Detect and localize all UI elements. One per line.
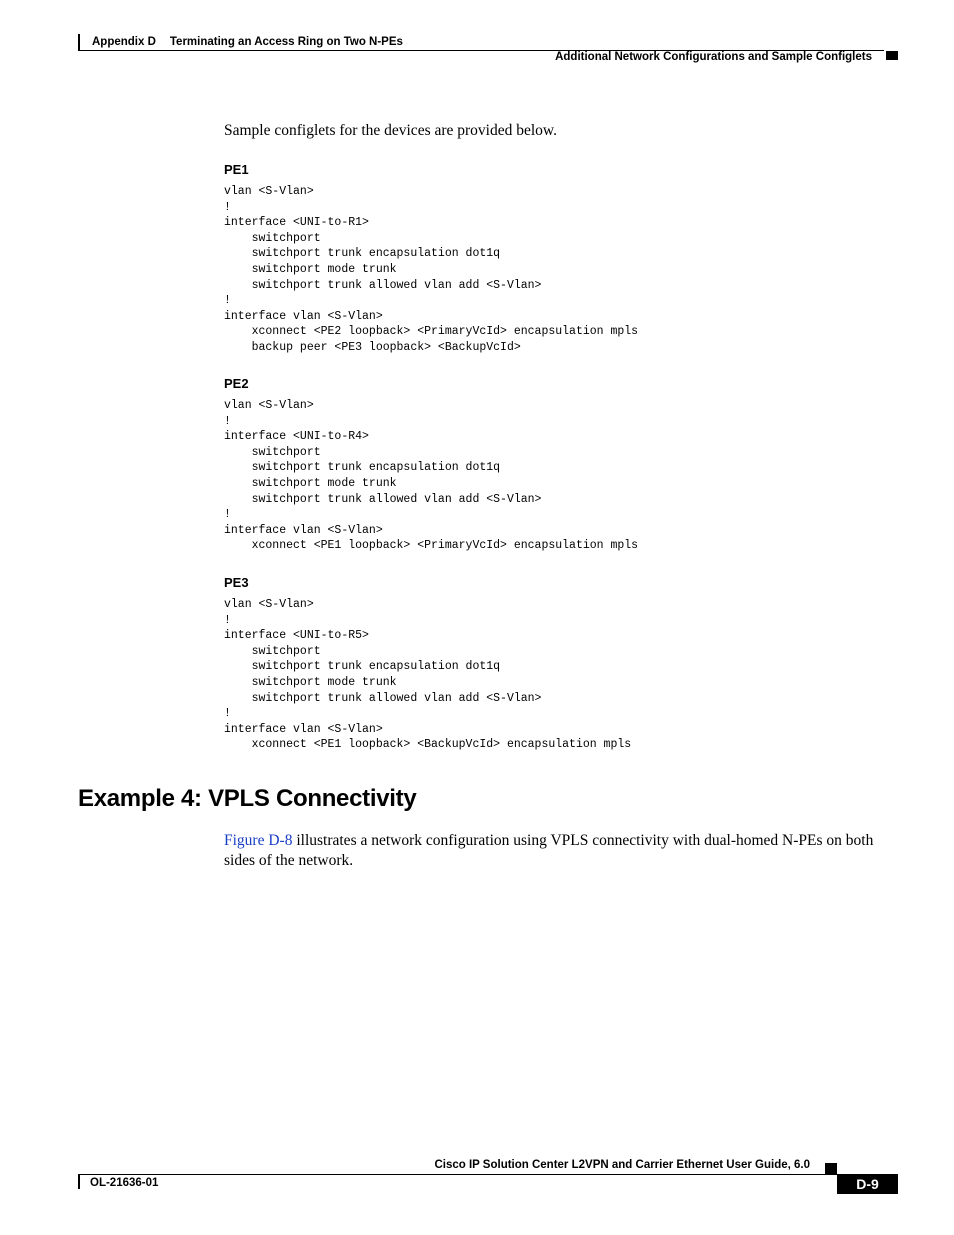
page-number: D-9 <box>837 1174 898 1194</box>
footer-bar <box>78 1175 80 1189</box>
header-marker <box>886 51 898 60</box>
intro-paragraph: Sample configlets for the devices are provided below. <box>224 122 557 139</box>
appendix-label: Appendix D <box>92 36 156 48</box>
footer-rule <box>78 1174 838 1175</box>
running-header-left <box>78 34 403 50</box>
pe3-heading: PE3 <box>224 575 249 590</box>
section-running-title: Additional Network Configurations and Sample Configlets <box>555 51 872 63</box>
section-paragraph-text: illustrates a network configuration using VPLS connectivity with dual-homed N-PEs on both sides of the network. <box>224 832 874 869</box>
chapter-title: Terminating an Access Ring on Two N-PEs <box>169 36 403 48</box>
pe1-heading: PE1 <box>224 162 249 177</box>
footer-marker <box>825 1163 837 1174</box>
doc-number: OL-21636-01 <box>90 1177 159 1189</box>
pe3-configlet: vlan <S-Vlan> ! interface <UNI-to-R5> switchport switchport trunk encapsulation dot1q switchport mode trunk switchport trunk allowed vlan add <S-Vlan> ! interface vlan <S-Vlan> xconnect <PE1 loopback> <BackupVcId> encapsulation mpls <box>224 598 632 752</box>
section-paragraph <box>224 831 896 871</box>
pe2-heading: PE2 <box>224 376 249 391</box>
guide-title: Cisco IP Solution Center L2VPN and Carrier Ethernet User Guide, 6.0 <box>434 1159 810 1171</box>
figure-link[interactable]: Figure D-8 <box>224 832 293 849</box>
section-heading: Example 4: VPLS Connectivity <box>78 785 417 812</box>
pe2-configlet: vlan <S-Vlan> ! interface <UNI-to-R4> switchport switchport trunk encapsulation dot1q switchport mode trunk switchport trunk allowed vlan add <S-Vlan> ! interface vlan <S-Vlan> xconnect <PE1 loopback> <PrimaryVcId> encapsulation mpls <box>224 399 639 553</box>
pe1-configlet: vlan <S-Vlan> ! interface <UNI-to-R1> switchport switchport trunk encapsulation dot1q switchport mode trunk switchport trunk allowed vlan add <S-Vlan> ! interface vlan <S-Vlan> xconnect <PE2 loopback> <PrimaryVcId> encapsulation mpls backup peer <PE3 loopback> <BackupVcId> <box>224 185 639 354</box>
